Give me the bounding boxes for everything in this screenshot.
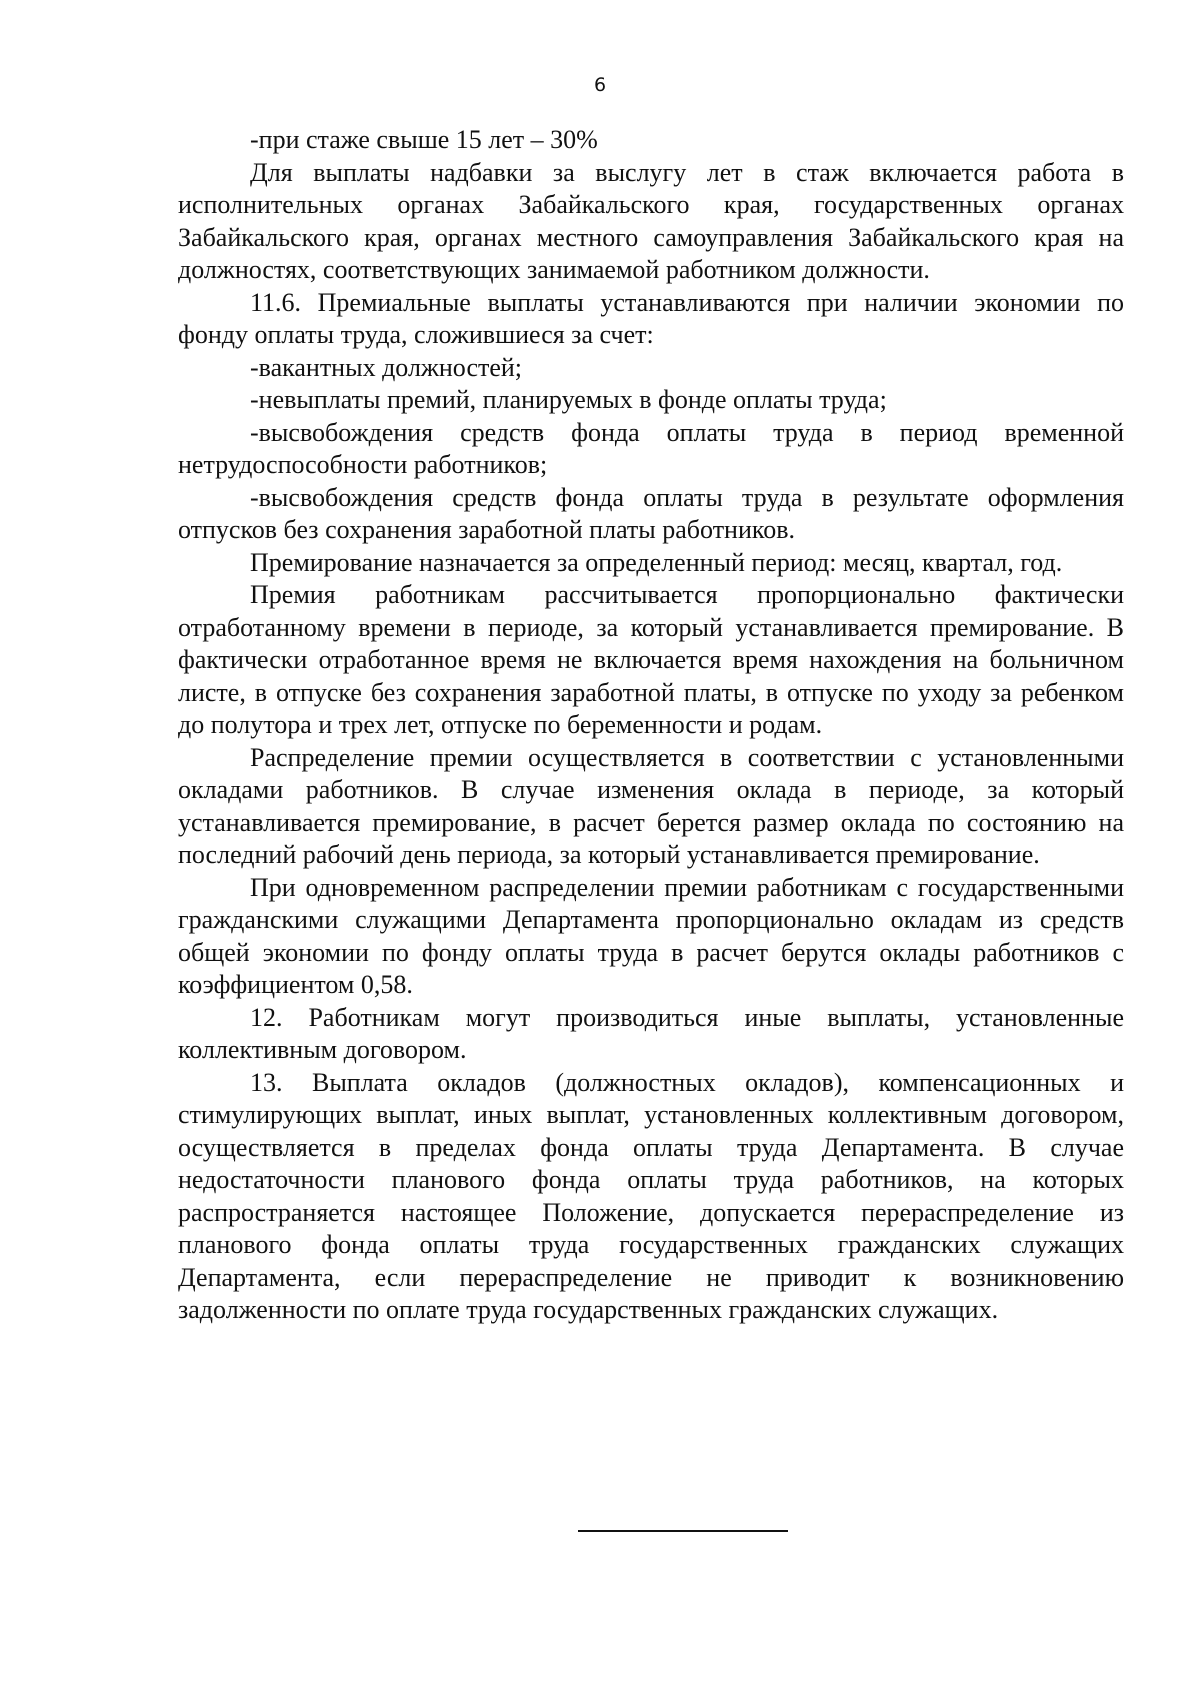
page-number: 6	[593, 74, 607, 96]
paragraph-bonus-calculation: Премия работникам рассчитывается пропорционально фактически отработанному времени в периоде, за который устанавливается премирование. В фактически отработанное время не включается время нахождения на больничном листе, в отпуске без сохранения заработной платы, в отпуске по уходу за ребенком до полутора и трех лет, отпуске по беременности и родам.	[178, 580, 1124, 739]
paragraph-bonus-period: Премирование назначается за определенный период: месяц, квартал, год.	[250, 547, 1063, 577]
paragraph-12: 12. Работникам могут производиться иные выплаты, установленные коллективным договором.	[178, 1002, 1124, 1064]
list-item-unpaid-leave: -высвобождения средств фонда оплаты труда в результате оформления отпусков без сохранения заработной платы работников.	[178, 482, 1124, 544]
paragraph-seniority-service: Для выплаты надбавки за выслугу лет в стаж включается работа в исполнительных органах Забайкальского края, государственных органах Забайкальского края, органах местного самоуправления Забайкальского края на должностях, соответствующих занимаемой работником должности.	[178, 157, 1124, 284]
document-body	[178, 124, 1124, 1327]
end-separator-line	[578, 1530, 788, 1532]
paragraph-11-6: 11.6. Премиальные выплаты устанавливаются при наличии экономии по фонду оплаты труда, сложившиеся за счет:	[178, 287, 1124, 349]
paragraph-13: 13. Выплата окладов (должностных окладов), компенсационных и стимулирующих выплат, иных выплат, установленных коллективным договором, осуществляется в пределах фонда оплаты труда Департамента. В случае недостаточности планового фонда оплаты труда работников, на которых распространяется настоящее Положение, допускается перераспределение из планового фонда оплаты труда государственных гражданских служащих Департамента, если перераспределение не приводит к возникновению задолженности по оплате труда государственных гражданских служащих.	[178, 1067, 1124, 1324]
list-item-vacancies: -вакантных должностей;	[250, 352, 523, 382]
paragraph-seniority-rate: -при стаже свыше 15 лет – 30%	[250, 125, 598, 154]
list-item-sick-leave: -высвобождения средств фонда оплаты труда в период временной нетрудоспособности работников;	[178, 417, 1124, 479]
list-item-unpaid-bonuses: -невыплаты премий, планируемых в фонде оплаты труда;	[250, 385, 887, 414]
paragraph-simultaneous-distribution: При одновременном распределении премии работникам с государственными гражданскими служащими Департамента пропорционально окладам из средств общей экономии по фонду оплаты труда в расчет берутся оклады работников с коэффициентом 0,58.	[178, 872, 1124, 999]
paragraph-bonus-distribution: Распределение премии осуществляется в соответствии с установленными окладами работников. В случае изменения оклада в периоде, за который устанавливается премирование, в расчет берется размер оклада по состоянию на последний рабочий день периода, за который устанавливается премирование.	[178, 742, 1124, 869]
